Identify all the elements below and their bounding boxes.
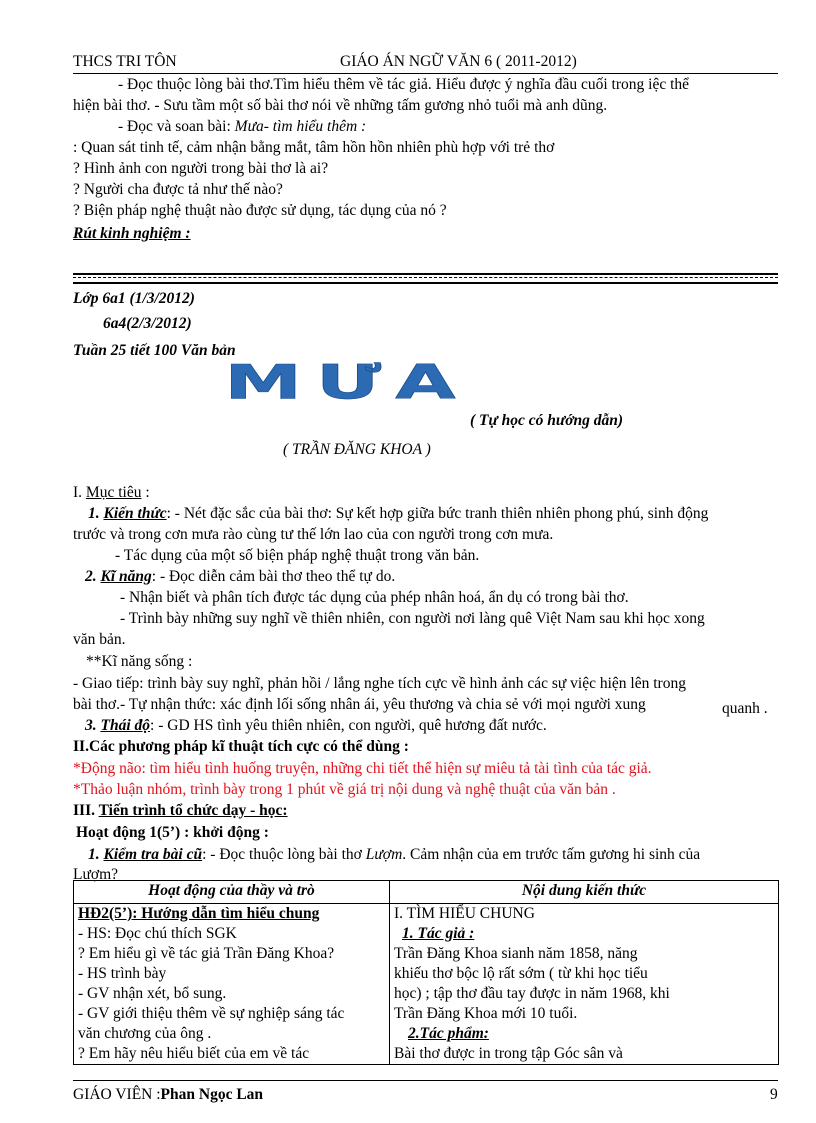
objectives-heading-num: I. bbox=[73, 484, 86, 501]
check-label: Kiểm tra bài cũ bbox=[103, 846, 203, 863]
activity-1: Hoạt động 1(5’) : khởi động : bbox=[76, 824, 269, 841]
page-number: 9 bbox=[770, 1086, 778, 1103]
check-num: 1. bbox=[88, 846, 104, 863]
footer-teacher bbox=[73, 1085, 263, 1105]
content-heading: I. TÌM HIỂU CHUNG bbox=[394, 905, 535, 922]
methods-heading: II.Các phương pháp kĩ thuật tích cực có thể dùng : bbox=[73, 738, 409, 755]
skills-text-2: - Nhận biết và phân tích được tác dụng của phép nhân hoá, ẩn dụ có trong bài thơ. bbox=[120, 589, 629, 606]
life-skills-heading: **Kĩ năng sống : bbox=[86, 653, 193, 670]
skills-label: Kĩ năng bbox=[100, 568, 152, 585]
skills-text-4: văn bản. bbox=[73, 631, 126, 648]
skills-text-3: - Trình bày những suy nghĩ về thiên nhiên, con người nơi làng quê Việt Nam sau khi học xong bbox=[120, 610, 705, 627]
process-heading bbox=[73, 801, 288, 821]
lesson-subtitle: ( Tự học có hướng dẫn) bbox=[470, 412, 624, 429]
check-text: : - Đọc thuộc lòng bài thơ bbox=[202, 846, 366, 863]
table-row bbox=[74, 904, 779, 1065]
knowledge-line bbox=[88, 504, 708, 524]
author-text-line: Trần Đăng Khoa sianh năm 1858, năng bbox=[394, 945, 638, 962]
life-skills-1: - Giao tiếp: trình bày suy nghĩ, phản hồi / lắng nghe tích cực về hình ảnh các sự việc hiện lên trong bbox=[73, 675, 686, 692]
process-heading-text: Tiến trình tổ chức dạy - học: bbox=[98, 802, 288, 819]
activity-line: - HS: Đọc chú thích SGK bbox=[78, 925, 237, 942]
work-text: Bài thơ được in trong tập Góc sân và bbox=[394, 1045, 623, 1062]
life-skills-2: bài thơ.- Tự nhận thức: xác định lối sống nhân ái, yêu thương và chia sẻ với mọi người xung bbox=[73, 696, 646, 713]
footer-teacher-label: GIÁO VIÊN : bbox=[73, 1086, 161, 1103]
activity-line: ? Em hãy nêu hiểu biết của em về tác bbox=[78, 1045, 310, 1062]
lesson-author: ( TRẦN ĐĂNG KHOA ) bbox=[283, 441, 431, 458]
activity-line: - HS trình bày bbox=[78, 965, 167, 982]
lesson-table bbox=[73, 880, 779, 1065]
class-date-2: 6a4(2/3/2012) bbox=[103, 315, 192, 332]
attitude-line bbox=[85, 716, 547, 736]
life-skills-2-tail: quanh . bbox=[722, 700, 768, 717]
activity-line: - GV nhận xét, bổ sung. bbox=[78, 985, 227, 1002]
content-cell bbox=[390, 904, 779, 1065]
knowledge-num: 1. bbox=[88, 505, 104, 522]
lesson-title-art bbox=[158, 352, 536, 414]
footer-teacher-name: Phan Ngọc Lan bbox=[160, 1086, 264, 1103]
knowledge-text-3: - Tác dụng của một số biện pháp nghệ thuật trong văn bản. bbox=[115, 547, 480, 564]
activity-line: văn chương của ông . bbox=[78, 1025, 212, 1042]
check-text-2: . Cảm nhận của em trước tấm gương hi sinh của bbox=[402, 846, 701, 863]
knowledge-text: : - Nét đặc sắc của bài thơ: Sự kết hợp giữa bức tranh thiên nhiên phong phú, sinh động bbox=[166, 505, 709, 522]
author-text-line: Trần Đăng Khoa mới 10 tuổi. bbox=[394, 1005, 578, 1022]
homework-line-1: - Đọc thuộc lòng bài thơ.Tìm hiểu thêm về tác giả. Hiểu được ý nghĩa đầu cuối trong iệc thể bbox=[118, 76, 690, 93]
review-heading: Rút kinh nghiệm : bbox=[73, 225, 191, 242]
lesson-title: MƯA bbox=[224, 356, 470, 410]
skills-line bbox=[85, 567, 395, 587]
author-text-line: học) ; tập thơ đầu tay được in năm 1968, khi bbox=[394, 985, 670, 1002]
process-heading-num: III. bbox=[73, 802, 99, 819]
table-header-row bbox=[74, 881, 779, 904]
objectives-heading bbox=[73, 483, 150, 503]
author-text-line: khiếu thơ bộc lộ rất sớm ( từ khi học tiểu bbox=[394, 965, 648, 982]
knowledge-text-2: trước và trong cơn mưa rào cùng tư thế lớn lao của con người trong cơn mưa. bbox=[73, 526, 554, 543]
footer-rule bbox=[73, 1080, 778, 1081]
class-date-1: Lớp 6a1 (1/3/2012) bbox=[73, 290, 195, 307]
author-label: 1. Tác giả : bbox=[402, 925, 475, 942]
header-school: THCS TRI TÔN bbox=[73, 53, 177, 70]
check-poem: Lượm bbox=[365, 846, 403, 863]
week-lesson: Tuần 25 tiết 100 Văn bản bbox=[73, 342, 236, 359]
homework-line-2: hiện bài thơ. - Sưu tầm một số bài thơ nói về những tấm gương nhỏ tuổi mà anh dũng. bbox=[73, 97, 608, 114]
activity-line: ? Em hiểu gì về tác giả Trần Đăng Khoa? bbox=[78, 945, 335, 962]
attitude-num: 3. bbox=[85, 717, 101, 734]
check-line bbox=[88, 845, 700, 865]
activity-2-heading: HĐ2(5’): Hướng dẫn tìm hiểu chung bbox=[78, 905, 320, 922]
attitude-text: : - GD HS tình yêu thiên nhiên, con người, quê hương đất nước. bbox=[150, 717, 547, 734]
activities-cell bbox=[74, 904, 390, 1065]
question-2: ? Hình ảnh con người trong bài thơ là ai? bbox=[73, 160, 329, 177]
homework-line-3 bbox=[118, 117, 366, 137]
header-rule bbox=[73, 73, 778, 74]
skills-num: 2. bbox=[85, 568, 101, 585]
header-course: GIÁO ÁN NGỮ VĂN 6 ( 2011-2012) bbox=[340, 53, 577, 70]
methods-groupwork: *Thảo luận nhóm, trình bày trong 1 phút về giá trị nội dung và nghệ thuật của văn bản . bbox=[73, 781, 616, 798]
skills-text: : - Đọc diễn cảm bài thơ theo thể tự do. bbox=[151, 568, 396, 585]
question-3: ? Người cha được tả như thế nào? bbox=[73, 181, 283, 198]
question-1: : Quan sát tinh tế, cảm nhận bằng mắt, tâm hồn hồn nhiên phù hợp với trẻ thơ bbox=[73, 139, 555, 156]
homework-line-3-title: Mưa- tìm hiểu thêm : bbox=[234, 118, 367, 135]
objectives-heading-tail: : bbox=[141, 484, 150, 501]
question-4: ? Biện pháp nghệ thuật nào được sử dụng, tác dụng của nó ? bbox=[73, 202, 447, 219]
activity-line: - GV giới thiệu thêm về sự nghiệp sáng tác bbox=[78, 1005, 345, 1022]
section-divider bbox=[73, 273, 778, 284]
objectives-heading-text: Mục tiêu bbox=[85, 484, 142, 501]
work-label: 2.Tác phẩm: bbox=[408, 1025, 489, 1042]
col-header-activities: Hoạt động của thầy và trò bbox=[74, 881, 390, 904]
check-text-3: Lượm? bbox=[73, 866, 119, 883]
knowledge-label: Kiến thức bbox=[103, 505, 167, 522]
col-header-content: Nội dung kiến thức bbox=[390, 881, 779, 904]
homework-line-3-prefix: - Đọc và soan bài: bbox=[118, 118, 235, 135]
methods-brainstorm: *Động não: tìm hiểu tình huống truyện, những chi tiết thể hiện sự miêu tả tài tình của tác giả. bbox=[73, 760, 652, 777]
attitude-label: Thái độ bbox=[100, 717, 151, 734]
